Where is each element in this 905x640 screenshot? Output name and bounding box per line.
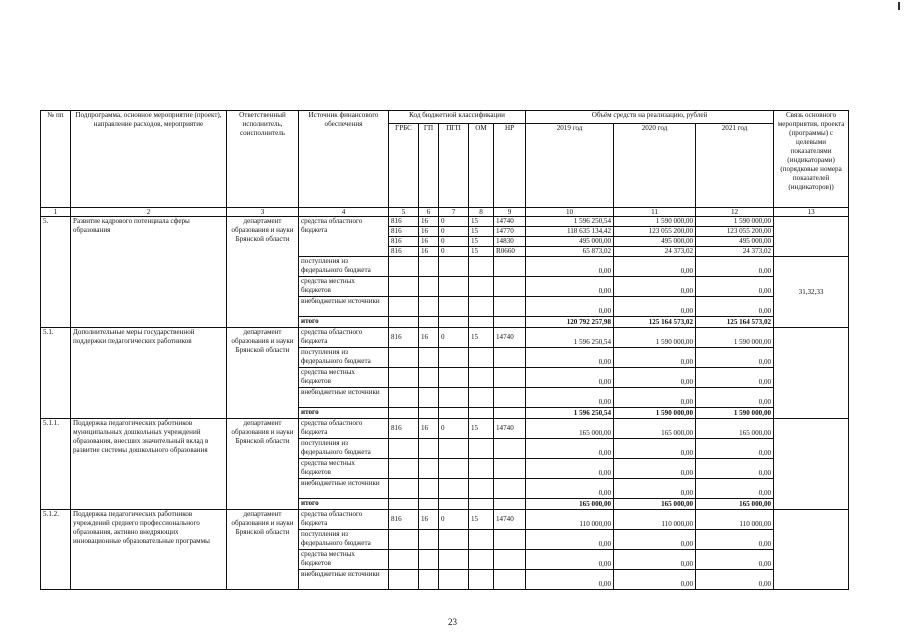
code-pgp: 0 [439, 237, 469, 247]
budget-table-container [40, 110, 848, 590]
table-row [41, 510, 849, 530]
code-empty [494, 530, 526, 550]
header-source: Источник финансового обеспечения [299, 111, 389, 208]
code-om: 15 [469, 217, 494, 227]
code-empty [439, 297, 469, 317]
code-empty [439, 479, 469, 499]
source-label-offbudget: внебюджетные источники [299, 479, 389, 499]
amount-2020: 165 000,00 [614, 419, 696, 439]
header-2020: 2020 год [614, 124, 696, 208]
code-empty [419, 297, 439, 317]
amount-2021: 0,00 [696, 348, 774, 368]
code-empty [469, 368, 494, 388]
row-number: 5. [41, 217, 71, 328]
amount-2019: 0,00 [526, 388, 614, 408]
code-empty [419, 317, 439, 328]
code-grbs: 816 [389, 217, 419, 227]
page-number: 23 [448, 617, 457, 627]
code-nr: 14740 [494, 510, 526, 530]
total-2020: 1 590 000,00 [614, 408, 696, 419]
code-empty [494, 499, 526, 510]
amount-2021: 1 590 000,00 [696, 217, 774, 227]
row-number: 5.1. [41, 328, 71, 419]
code-om: 15 [469, 237, 494, 247]
amount-2020: 24 373,02 [614, 247, 696, 257]
source-label-local: средства местных бюджетов [299, 459, 389, 479]
code-grbs: 816 [389, 237, 419, 247]
budget-table [40, 110, 849, 590]
column-number: 12 [696, 208, 774, 217]
column-number: 10 [526, 208, 614, 217]
table-header [41, 111, 849, 217]
amount-2019: 0,00 [526, 297, 614, 317]
header-grbs: ГРБС [389, 124, 419, 208]
header-gp: ГП [419, 124, 439, 208]
code-empty [389, 348, 419, 368]
row-title: Дополнительные меры государственной поддержки педагогических работников [71, 328, 227, 419]
code-empty [389, 257, 419, 277]
code-empty [389, 368, 419, 388]
amount-2021: 0,00 [696, 530, 774, 550]
code-empty [389, 459, 419, 479]
header-link: Связь основного мероприятия, проекта (программы) с целевыми показателями (индикаторами) (порядковые номера показателей (индикаторов)) [774, 111, 849, 208]
code-empty [494, 408, 526, 419]
total-2019: 1 596 250,54 [526, 408, 614, 419]
header-2021: 2021 год [696, 124, 774, 208]
code-empty [494, 257, 526, 277]
row-title: Поддержка педагогических работников муниципальных дошкольных учреждений образования, внесших значительный вклад в развитие системы дошкольного образования [71, 419, 227, 510]
code-pgp: 0 [439, 217, 469, 227]
amount-2020: 0,00 [614, 297, 696, 317]
code-empty [419, 388, 439, 408]
code-empty [389, 479, 419, 499]
code-empty [469, 277, 494, 297]
code-om: 15 [469, 510, 494, 530]
code-empty [439, 499, 469, 510]
link-cell-empty [774, 510, 849, 590]
code-empty [439, 317, 469, 328]
amount-2021: 1 590 000,00 [696, 328, 774, 348]
code-empty [439, 570, 469, 590]
row-responsible: департамент образования и науки Брянской области [227, 217, 299, 328]
amount-2019: 0,00 [526, 530, 614, 550]
column-number: 4 [299, 208, 389, 217]
header-no: № пп [41, 111, 71, 208]
code-empty [494, 439, 526, 459]
amount-2021: 123 055 200,00 [696, 227, 774, 237]
header-code-group: Код бюджетной классификации [389, 111, 526, 124]
amount-2020: 110 000,00 [614, 510, 696, 530]
code-empty [389, 388, 419, 408]
code-nr: 14740 [494, 328, 526, 348]
amount-2019: 495 000,00 [526, 237, 614, 247]
column-number: 13 [774, 208, 849, 217]
source-label-total: итого [299, 317, 389, 328]
amount-2019: 1 596 250,54 [526, 328, 614, 348]
amount-2019: 0,00 [526, 459, 614, 479]
code-empty [469, 408, 494, 419]
source-label-total: итого [299, 408, 389, 419]
code-empty [439, 277, 469, 297]
amount-2021: 0,00 [696, 479, 774, 499]
code-empty [389, 530, 419, 550]
code-empty [439, 408, 469, 419]
code-empty [419, 348, 439, 368]
scan-edge-mark [898, 2, 900, 10]
source-label-total: итого [299, 499, 389, 510]
amount-2021: 0,00 [696, 257, 774, 277]
row-title: Развитие кадрового потенциала сферы образования [71, 217, 227, 328]
amount-2021: 0,00 [696, 368, 774, 388]
source-label-offbudget: внебюджетные источники [299, 388, 389, 408]
code-om: 15 [469, 227, 494, 237]
code-nr: R0660 [494, 247, 526, 257]
source-label: средства областного бюджета [299, 419, 389, 439]
code-grbs: 816 [389, 328, 419, 348]
code-pgp: 0 [439, 227, 469, 237]
source-label-offbudget: внебюджетные источники [299, 570, 389, 590]
code-empty [494, 570, 526, 590]
code-gp: 16 [419, 510, 439, 530]
code-pgp: 0 [439, 328, 469, 348]
column-number: 8 [469, 208, 494, 217]
code-grbs: 816 [389, 227, 419, 237]
code-empty [469, 297, 494, 317]
code-nr: 14740 [494, 419, 526, 439]
column-number: 11 [614, 208, 696, 217]
amount-2020: 495 000,00 [614, 237, 696, 247]
amount-2020: 0,00 [614, 368, 696, 388]
source-label-local: средства местных бюджетов [299, 277, 389, 297]
table-body [41, 217, 849, 590]
amount-2019: 1 596 250,54 [526, 217, 614, 227]
total-2021: 125 164 573,02 [696, 317, 774, 328]
amount-2021: 0,00 [696, 297, 774, 317]
link-cell-empty [774, 419, 849, 510]
amount-2020: 0,00 [614, 277, 696, 297]
code-empty [439, 348, 469, 368]
source-label: средства областного бюджета [299, 217, 389, 257]
row-responsible: департамент образования и науки Брянской области [227, 419, 299, 510]
amount-2020: 0,00 [614, 257, 696, 277]
amount-2021: 0,00 [696, 439, 774, 459]
amount-2020: 0,00 [614, 439, 696, 459]
column-number: 7 [439, 208, 469, 217]
amount-2020: 0,00 [614, 570, 696, 590]
code-empty [469, 459, 494, 479]
total-2020: 125 164 573,02 [614, 317, 696, 328]
amount-2019: 110 000,00 [526, 510, 614, 530]
amount-2020: 0,00 [614, 459, 696, 479]
amount-2019: 0,00 [526, 277, 614, 297]
code-gp: 16 [419, 419, 439, 439]
code-empty [469, 388, 494, 408]
header-2019: 2019 год [526, 124, 614, 208]
row-responsible: департамент образования и науки Брянской области [227, 510, 299, 590]
code-empty [494, 368, 526, 388]
amount-2019: 0,00 [526, 348, 614, 368]
column-number: 6 [419, 208, 439, 217]
code-om: 15 [469, 419, 494, 439]
row-responsible: департамент образования и науки Брянской области [227, 328, 299, 419]
header-pgp: ПГП [439, 124, 469, 208]
source-label-local: средства местных бюджетов [299, 368, 389, 388]
code-om: 15 [469, 328, 494, 348]
code-pgp: 0 [439, 419, 469, 439]
code-nr: 14740 [494, 217, 526, 227]
amount-2019: 0,00 [526, 439, 614, 459]
amount-2021: 24 373,02 [696, 247, 774, 257]
code-empty [419, 479, 439, 499]
source-label-federal: поступления из федерального бюджета [299, 439, 389, 459]
amount-2021: 0,00 [696, 388, 774, 408]
code-empty [439, 439, 469, 459]
code-empty [494, 348, 526, 368]
code-empty [419, 257, 439, 277]
code-empty [439, 368, 469, 388]
amount-2021: 165 000,00 [696, 419, 774, 439]
code-empty [389, 297, 419, 317]
code-gp: 16 [419, 217, 439, 227]
amount-2019: 0,00 [526, 550, 614, 570]
code-nr: 14830 [494, 237, 526, 247]
code-empty [419, 368, 439, 388]
source-label-offbudget: внебюджетные источники [299, 297, 389, 317]
code-empty [494, 277, 526, 297]
code-empty [419, 499, 439, 510]
column-number: 3 [227, 208, 299, 217]
code-gp: 16 [419, 247, 439, 257]
code-empty [469, 550, 494, 570]
code-empty [439, 530, 469, 550]
amount-2021: 0,00 [696, 570, 774, 590]
code-empty [469, 499, 494, 510]
amount-2019: 118 635 134,42 [526, 227, 614, 237]
table-row [41, 217, 849, 227]
code-pgp: 0 [439, 247, 469, 257]
code-empty [419, 439, 439, 459]
header-program: Подпрограмма, основное мероприятие (проект), направление расходов, мероприятие [71, 111, 227, 208]
amount-2021: 0,00 [696, 277, 774, 297]
link-cell: 31,32,33 [774, 257, 849, 328]
table-row [41, 328, 849, 348]
code-empty [389, 317, 419, 328]
amount-2021: 495 000,00 [696, 237, 774, 247]
code-gp: 16 [419, 227, 439, 237]
amount-2019: 0,00 [526, 570, 614, 590]
code-empty [469, 530, 494, 550]
source-label: средства областного бюджета [299, 328, 389, 348]
total-2019: 165 000,00 [526, 499, 614, 510]
code-empty [389, 550, 419, 570]
amount-2019: 65 873,02 [526, 247, 614, 257]
amount-2020: 123 055 200,00 [614, 227, 696, 237]
total-2021: 165 000,00 [696, 499, 774, 510]
code-empty [389, 570, 419, 590]
code-grbs: 816 [389, 419, 419, 439]
code-empty [419, 570, 439, 590]
row-number: 5.1.1. [41, 419, 71, 510]
code-empty [469, 479, 494, 499]
header-nr: НР [494, 124, 526, 208]
amount-2020: 1 590 000,00 [614, 328, 696, 348]
total-2021: 1 590 000,00 [696, 408, 774, 419]
code-empty [469, 570, 494, 590]
amount-2019: 0,00 [526, 479, 614, 499]
code-empty [469, 317, 494, 328]
amount-2019: 0,00 [526, 257, 614, 277]
amount-2021: 110 000,00 [696, 510, 774, 530]
code-empty [439, 550, 469, 570]
code-empty [469, 439, 494, 459]
column-number: 9 [494, 208, 526, 217]
code-pgp: 0 [439, 510, 469, 530]
link-cell-empty [774, 217, 849, 257]
header-responsible: Ответственный исполнитель, соисполнитель [227, 111, 299, 208]
row-number: 5.1.2. [41, 510, 71, 590]
source-label-federal: поступления из федерального бюджета [299, 257, 389, 277]
code-empty [419, 459, 439, 479]
code-grbs: 816 [389, 510, 419, 530]
column-number: 1 [41, 208, 71, 217]
code-empty [419, 408, 439, 419]
code-empty [439, 388, 469, 408]
source-label-federal: поступления из федерального бюджета [299, 530, 389, 550]
code-empty [389, 277, 419, 297]
amount-2020: 0,00 [614, 550, 696, 570]
source-label-federal: поступления из федерального бюджета [299, 348, 389, 368]
code-empty [439, 459, 469, 479]
amount-2021: 0,00 [696, 459, 774, 479]
code-empty [389, 408, 419, 419]
row-title: Поддержка педагогических работников учреждений среднего профессионального образования, активно внедряющих инновационные образовательные программы [71, 510, 227, 590]
code-empty [469, 348, 494, 368]
amount-2021: 0,00 [696, 550, 774, 570]
source-label: средства областного бюджета [299, 510, 389, 530]
header-volume-group: Объём средств на реализацию, рублей [526, 111, 774, 124]
code-grbs: 816 [389, 247, 419, 257]
code-gp: 16 [419, 237, 439, 247]
code-empty [469, 257, 494, 277]
amount-2020: 0,00 [614, 388, 696, 408]
amount-2020: 1 590 000,00 [614, 217, 696, 227]
source-label-local: средства местных бюджетов [299, 550, 389, 570]
amount-2019: 0,00 [526, 368, 614, 388]
code-empty [494, 459, 526, 479]
total-2020: 165 000,00 [614, 499, 696, 510]
table-row [41, 419, 849, 439]
amount-2020: 0,00 [614, 348, 696, 368]
amount-2020: 0,00 [614, 530, 696, 550]
code-om: 15 [469, 247, 494, 257]
column-number: 5 [389, 208, 419, 217]
code-empty [494, 479, 526, 499]
total-2019: 120 792 257,98 [526, 317, 614, 328]
code-empty [419, 550, 439, 570]
code-empty [439, 257, 469, 277]
amount-2019: 165 000,00 [526, 419, 614, 439]
column-number: 2 [71, 208, 227, 217]
code-nr: 14770 [494, 227, 526, 237]
header-om: ОМ [469, 124, 494, 208]
code-empty [494, 297, 526, 317]
code-empty [494, 388, 526, 408]
code-gp: 16 [419, 328, 439, 348]
code-empty [494, 550, 526, 570]
link-cell-empty [774, 328, 849, 419]
code-empty [389, 499, 419, 510]
code-empty [389, 439, 419, 459]
amount-2020: 0,00 [614, 479, 696, 499]
code-empty [494, 317, 526, 328]
column-number-row [41, 208, 849, 217]
code-empty [419, 277, 439, 297]
code-empty [419, 530, 439, 550]
